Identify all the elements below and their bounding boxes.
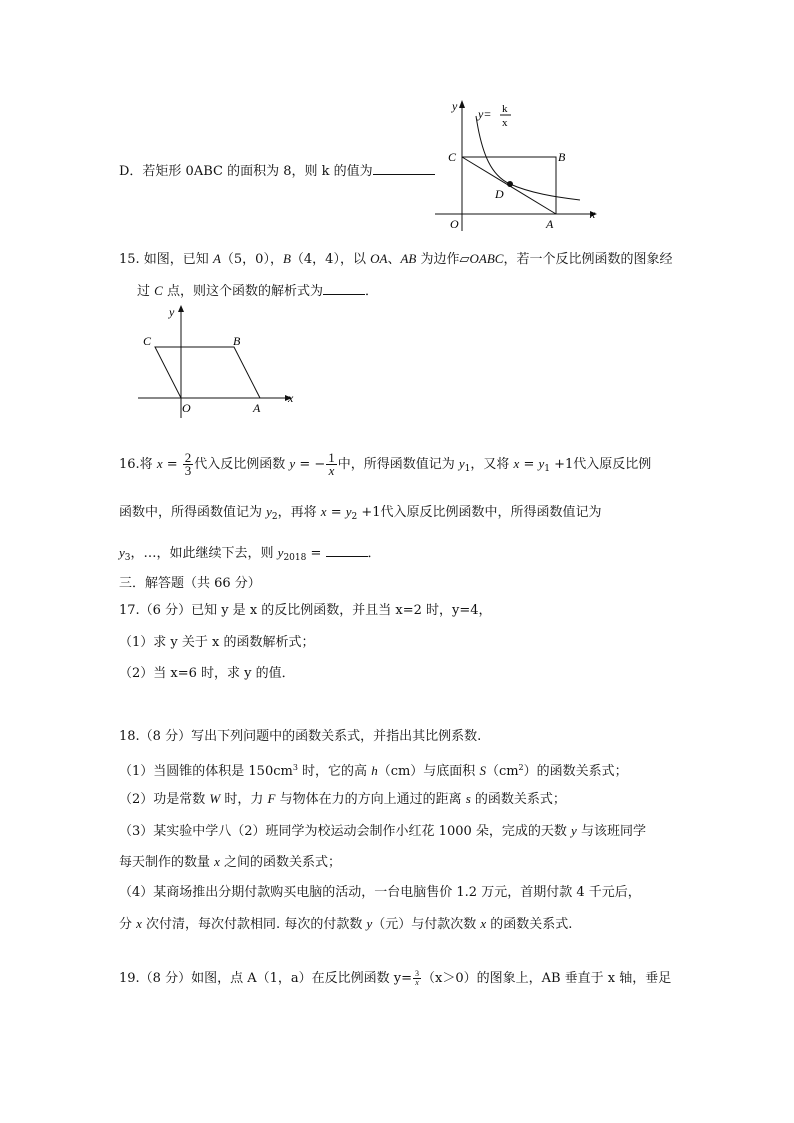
q16-text-5: +1代入原反比例	[550, 457, 652, 472]
label-a: A	[253, 401, 261, 415]
label-b: B	[558, 150, 566, 164]
answer-blank	[326, 544, 368, 557]
q15-line-1	[119, 250, 672, 269]
point-d	[507, 181, 513, 187]
var-x: x	[480, 916, 487, 931]
superscript: 2	[518, 763, 524, 772]
subscript: 2	[271, 512, 278, 522]
q14-option-d	[119, 162, 435, 181]
q16-text-4: ，又将	[470, 457, 514, 472]
q18-text: （cm	[485, 764, 519, 779]
curve-label: y=	[478, 107, 492, 121]
var-s-small: s	[465, 791, 471, 806]
q15-a: A	[212, 251, 221, 266]
var-y: y	[289, 456, 296, 471]
label-a: A	[546, 217, 554, 231]
q16-text-7: ，再将	[277, 505, 321, 520]
q16-line-2	[119, 503, 602, 526]
q15-text-2: 为边作▱	[416, 252, 470, 267]
y-axis-arrow	[459, 100, 465, 108]
label-x: x	[590, 207, 596, 221]
var-w: W	[209, 791, 221, 806]
q18-line-4	[119, 822, 646, 841]
q18-text: （元）与付款次数	[372, 917, 481, 932]
denominator: x	[328, 463, 335, 478]
q18-text: 分	[119, 917, 137, 932]
q19-text: 19.（8 分）如图，点 A（1，a）在反比例函数 y=	[119, 971, 412, 986]
subscript: 2	[351, 512, 358, 522]
equals: =	[519, 457, 539, 472]
figure-rectangle-hyperbola	[430, 96, 605, 236]
var-y: y	[366, 916, 373, 931]
var-f: F	[267, 791, 276, 806]
var-x: x	[214, 854, 220, 869]
numerator: 3	[415, 969, 419, 978]
label-c: C	[143, 334, 152, 348]
var-y2018: y	[277, 545, 284, 560]
q16-text-9: ，…，如此继续下去，则	[130, 546, 278, 561]
parallelogram-oabc	[155, 347, 260, 398]
var-s: S	[479, 763, 486, 778]
fraction-3-x	[413, 970, 421, 987]
label-x: x	[288, 391, 294, 405]
q18-line-6: （4）某商场推出分期付款购买电脑的活动，一台电脑售价 1.2 万元，首期付款 4 千元后，	[119, 885, 641, 900]
q18-line-2	[119, 759, 628, 781]
equals: =	[162, 457, 182, 472]
equals: =	[326, 505, 346, 520]
section-heading: 三．解答题（共 66 分）	[119, 576, 261, 591]
var-x: x	[156, 456, 163, 471]
q18-text: 与物体在力的方向上通过的距离	[275, 792, 466, 807]
denominator: x	[415, 978, 419, 987]
q18-text: （1）当圆锥的体积是 150cm	[119, 764, 293, 779]
q16-line-3	[119, 544, 381, 567]
curve-x: x	[502, 117, 508, 129]
q15-c: C	[154, 283, 163, 298]
q16-text-6: 函数中，所得函数值记为	[119, 505, 267, 520]
label-d: D	[495, 187, 504, 201]
q15-text: 15. 如图，已知	[119, 252, 213, 267]
superscript: 3	[292, 763, 298, 772]
q16-text: 16.将	[119, 457, 157, 472]
q19-text-2: （x＞0）的图象上，AB 垂直于 x 轴，垂足	[422, 971, 672, 986]
q19-line-1	[119, 970, 671, 988]
q18-text: （3）某实验中学八（2）班同学为校运动会制作小红花 1000 朵，完成的天数	[119, 824, 572, 839]
q18-text: 时，它的高	[297, 764, 372, 779]
q18-text: （cm）与底面积	[377, 764, 480, 779]
label-o: O	[450, 217, 459, 231]
q17-line-3: （2）当 x=6 时，求 y 的值．	[119, 666, 295, 681]
equals-minus: = −	[295, 457, 326, 472]
numerator: 2	[184, 450, 192, 465]
q18-text: （2）功是常数	[119, 792, 210, 807]
q18-line-7	[119, 915, 572, 934]
q15-sep: 、	[387, 252, 401, 267]
q15-b: B	[282, 251, 291, 266]
q18-text: 次付清，每次付款相同. 每次的付款数	[141, 917, 367, 932]
numerator: 1	[328, 450, 335, 465]
denominator: 3	[184, 463, 192, 478]
var-y2: y	[266, 504, 272, 519]
answer-blank	[373, 162, 435, 175]
fraction-1-x	[326, 452, 337, 477]
q18-text: 的函数关系式；	[470, 792, 566, 807]
q18-text: ）的函数关系式；	[523, 764, 628, 779]
var-y1: y	[458, 456, 465, 471]
q16-text-8: +1代入原反比例函数中，所得函数值记为	[357, 505, 602, 520]
label-y: y	[452, 99, 458, 113]
q17-line-2: （1）求 y 关于 x 的函数解析式；	[119, 635, 315, 650]
q16-line-1	[119, 450, 651, 483]
var-x: x	[136, 916, 142, 931]
q18-text: 之间的函数关系式；	[219, 855, 342, 870]
var-x: x	[320, 504, 327, 519]
q18-line-1: 18.（8 分）写出下列问题中的函数关系式，并指出其比例系数.	[119, 729, 482, 744]
q15-line-2	[137, 282, 378, 301]
q15-end: ．	[364, 284, 378, 299]
label-c: C	[448, 150, 457, 164]
subscript: 2018	[283, 553, 307, 563]
curve-k: k	[502, 103, 508, 115]
subscript: 1	[544, 464, 551, 474]
q15-oa: OA	[370, 251, 388, 266]
q16-text-3: 中，所得函数值记为	[337, 457, 459, 472]
q18-text: 时，力	[220, 792, 268, 807]
subscript: 1	[464, 464, 471, 474]
q18-text: 每天制作的数量	[119, 855, 215, 870]
var-h: h	[371, 763, 378, 778]
q15-text-4: 过	[137, 284, 155, 299]
fraction-2-3	[183, 452, 194, 477]
var-x: x	[513, 456, 520, 471]
var-y1: y	[538, 456, 545, 471]
label-o: O	[182, 401, 191, 415]
q15-text-5: 点，则这个函数的解析式为	[162, 284, 323, 299]
q18-line-5	[119, 853, 341, 872]
var-y: y	[571, 823, 577, 838]
q18-line-3	[119, 790, 566, 809]
var-y3: y	[119, 545, 125, 560]
q14-option-d-text: D．若矩形 0ABC 的面积为 8，则 k 的值为	[119, 164, 373, 179]
var-y2: y	[345, 504, 352, 519]
label-b: B	[233, 334, 241, 348]
q18-text: 与该班同学	[576, 824, 646, 839]
q15-oabc: OABC	[469, 251, 504, 266]
q15-ab: AB	[400, 251, 417, 266]
answer-blank	[323, 282, 365, 295]
figure-parallelogram	[135, 302, 305, 422]
subscript: 3	[124, 553, 131, 563]
q15-text-3: ，若一个反比例函数的图象经	[503, 252, 673, 267]
q15-a-coord: （5，0），	[220, 252, 283, 267]
q17-line-1: 17.（6 分）已知 y 是 x 的反比例函数，并且当 x=2 时，y=4，	[119, 603, 492, 618]
q16-text-2: 代入反比例函数	[194, 457, 290, 472]
y-axis-arrow	[178, 305, 184, 312]
q15-b-coord: （4，4），以	[290, 252, 371, 267]
label-y: y	[169, 305, 175, 319]
equals: =	[306, 546, 326, 561]
q16-end: ．	[367, 546, 381, 561]
q18-text: 的函数关系式.	[486, 917, 573, 932]
